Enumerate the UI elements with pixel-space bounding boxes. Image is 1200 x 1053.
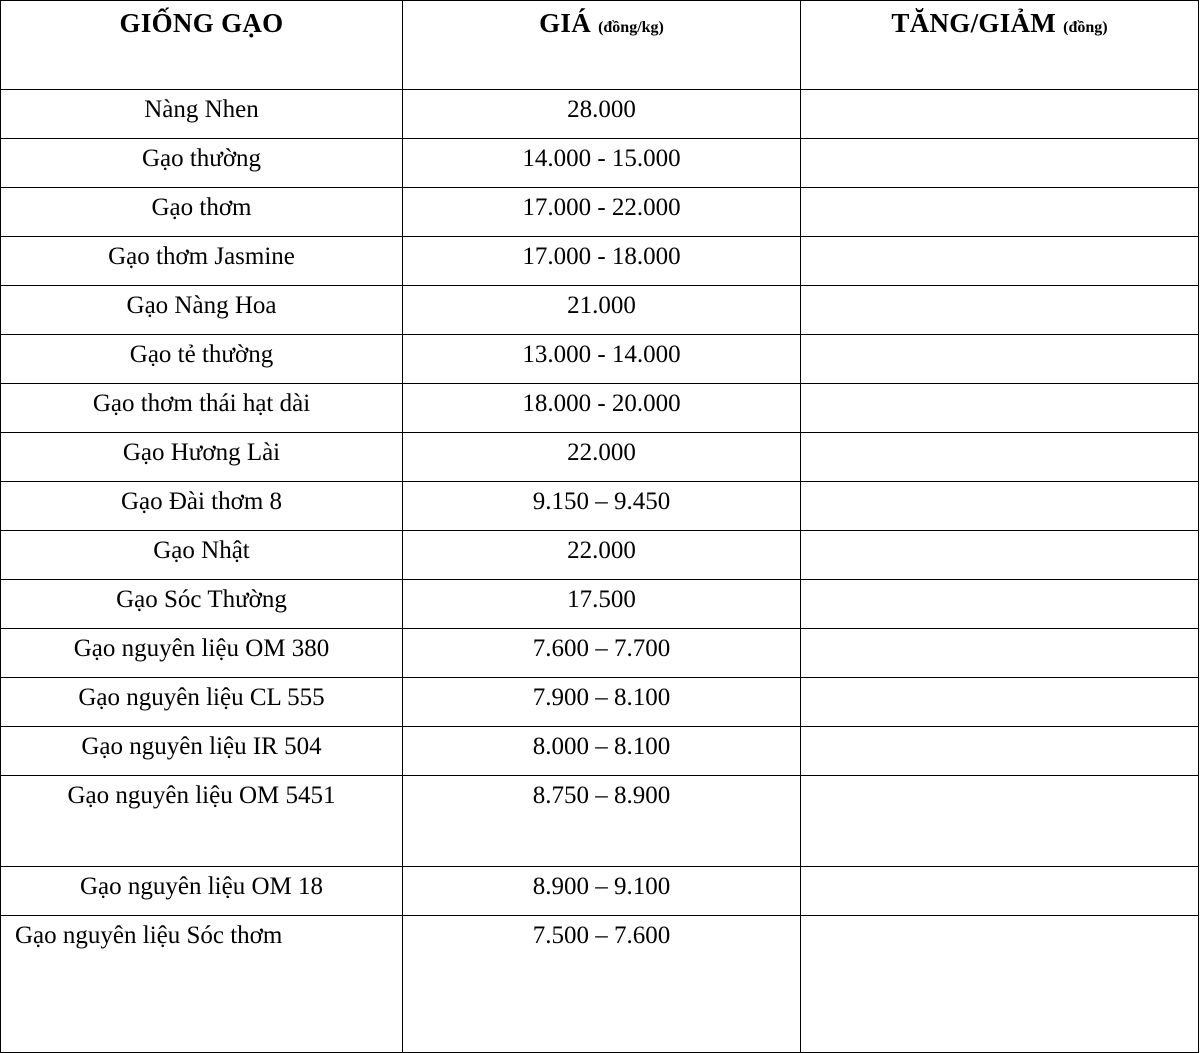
table-row <box>1 531 1199 580</box>
cell-variety: Gạo thường <box>1 139 403 188</box>
table-row <box>1 139 1199 188</box>
cell-variety: Gạo Nhật <box>1 531 403 580</box>
column-header-change <box>801 1 1199 90</box>
cell-price: 7.500 – 7.600 <box>403 916 801 1053</box>
cell-variety: Gạo Hương Lài <box>1 433 403 482</box>
table-row <box>1 776 1199 867</box>
cell-price: 8.900 – 9.100 <box>403 867 801 916</box>
cell-variety: Gạo Đài thơm 8 <box>1 482 403 531</box>
cell-variety: Gạo tẻ thường <box>1 335 403 384</box>
column-header-variety <box>1 1 403 90</box>
cell-variety: Gạo thơm thái hạt dài <box>1 384 403 433</box>
cell-change <box>801 678 1199 727</box>
cell-change <box>801 384 1199 433</box>
cell-variety: Gạo Sóc Thường <box>1 580 403 629</box>
table-row <box>1 286 1199 335</box>
cell-variety: Gạo Nàng Hoa <box>1 286 403 335</box>
cell-price: 17.000 - 22.000 <box>403 188 801 237</box>
table-header-row <box>1 1 1199 90</box>
table-row <box>1 580 1199 629</box>
cell-variety: Gạo nguyên liệu Sóc thơm <box>1 916 403 1053</box>
cell-price: 13.000 - 14.000 <box>403 335 801 384</box>
cell-change <box>801 629 1199 678</box>
cell-change <box>801 286 1199 335</box>
cell-price: 21.000 <box>403 286 801 335</box>
cell-price: 8.000 – 8.100 <box>403 727 801 776</box>
table-row <box>1 90 1199 139</box>
cell-price: 7.600 – 7.700 <box>403 629 801 678</box>
table-row <box>1 629 1199 678</box>
cell-change <box>801 188 1199 237</box>
cell-change <box>801 237 1199 286</box>
table-row <box>1 482 1199 531</box>
cell-price: 28.000 <box>403 90 801 139</box>
cell-variety: Gạo nguyên liệu IR 504 <box>1 727 403 776</box>
cell-change <box>801 727 1199 776</box>
column-header-variety-label: GIỐNG GẠO <box>119 8 284 38</box>
column-header-change-label: TĂNG/GIẢM <box>891 8 1064 38</box>
cell-change <box>801 867 1199 916</box>
cell-variety: Nàng Nhen <box>1 90 403 139</box>
cell-variety: Gạo thơm Jasmine <box>1 237 403 286</box>
cell-variety: Gạo nguyên liệu CL 555 <box>1 678 403 727</box>
cell-price: 7.900 – 8.100 <box>403 678 801 727</box>
cell-price: 17.500 <box>403 580 801 629</box>
cell-change <box>801 433 1199 482</box>
table-row <box>1 188 1199 237</box>
table-row <box>1 384 1199 433</box>
column-header-change-unit: (đồng) <box>1063 19 1108 36</box>
table-row <box>1 237 1199 286</box>
cell-price: 8.750 – 8.900 <box>403 776 801 867</box>
cell-price: 22.000 <box>403 531 801 580</box>
column-header-price-unit: (đồng/kg) <box>598 19 664 36</box>
cell-change <box>801 335 1199 384</box>
column-header-price <box>403 1 801 90</box>
cell-price: 9.150 – 9.450 <box>403 482 801 531</box>
table-row <box>1 727 1199 776</box>
cell-variety: Gạo nguyên liệu OM 18 <box>1 867 403 916</box>
column-header-price-label: GIÁ <box>539 8 599 38</box>
cell-change <box>801 580 1199 629</box>
cell-variety: Gạo thơm <box>1 188 403 237</box>
cell-change <box>801 139 1199 188</box>
cell-change <box>801 90 1199 139</box>
cell-change <box>801 776 1199 867</box>
cell-price: 18.000 - 20.000 <box>403 384 801 433</box>
cell-price: 17.000 - 18.000 <box>403 237 801 286</box>
cell-price: 14.000 - 15.000 <box>403 139 801 188</box>
table-row <box>1 867 1199 916</box>
cell-variety: Gạo nguyên liệu OM 5451 <box>1 776 403 867</box>
cell-price: 22.000 <box>403 433 801 482</box>
cell-change <box>801 482 1199 531</box>
table-row <box>1 678 1199 727</box>
cell-variety: Gạo nguyên liệu OM 380 <box>1 629 403 678</box>
table-row <box>1 433 1199 482</box>
table-row <box>1 916 1199 1053</box>
table-row <box>1 335 1199 384</box>
cell-change <box>801 531 1199 580</box>
cell-change <box>801 916 1199 1053</box>
